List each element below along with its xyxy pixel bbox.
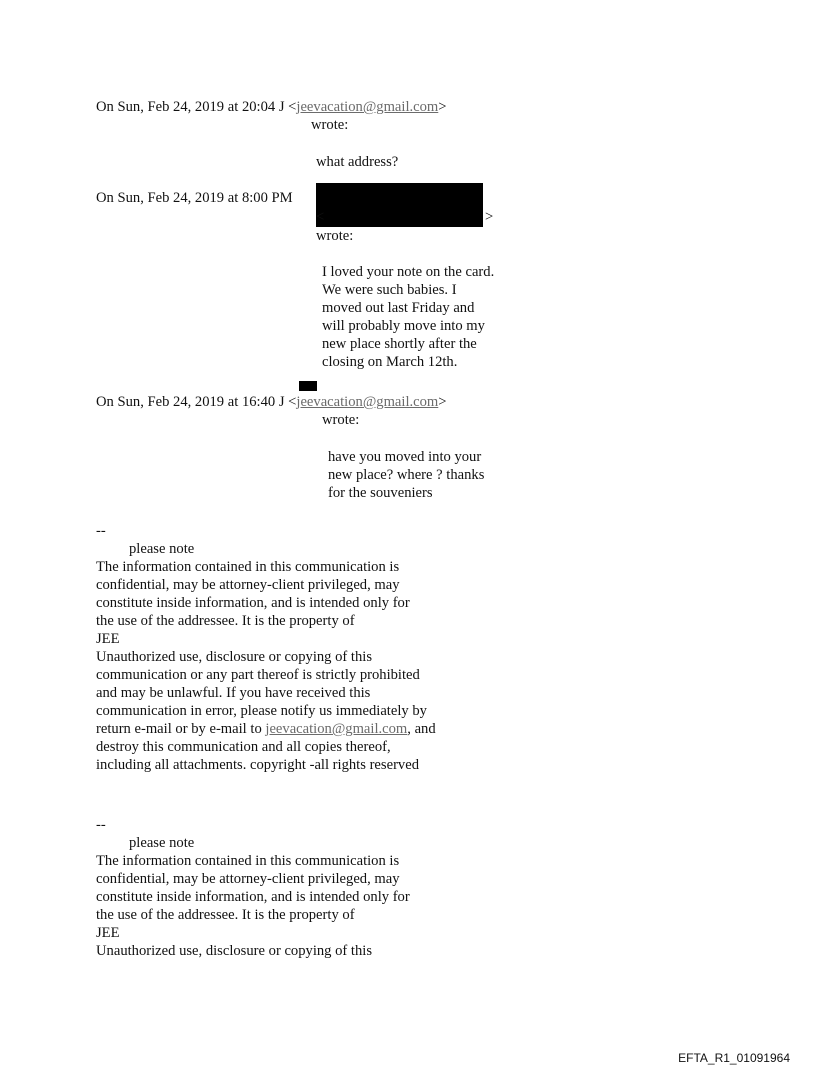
email-3-header bbox=[96, 393, 447, 411]
email-2-close-bracket: > bbox=[485, 209, 494, 225]
email-2-body bbox=[322, 263, 494, 371]
disclaimer-line: JEE bbox=[96, 631, 120, 647]
disclaimer-2-line: confidential, may be attorney-client privileged, may bbox=[96, 871, 400, 887]
disclaimer-line: including all attachments. copyright -all rights reserved bbox=[96, 757, 419, 773]
redaction-block-small bbox=[299, 381, 317, 391]
disclaimer-line: constitute inside information, and is intended only for bbox=[96, 595, 410, 611]
disclaimer-line: communication in error, please notify us immediately by bbox=[96, 703, 427, 719]
email-2-body-line: moved out last Friday and bbox=[322, 300, 475, 316]
signature-dashes: -- bbox=[96, 523, 106, 539]
disclaimer-2-line: The information contained in this communication is bbox=[96, 853, 400, 869]
email-3-wrote: wrote: bbox=[322, 412, 360, 428]
disclaimer-2-line: JEE bbox=[96, 925, 120, 941]
disclaimer-2-line: constitute inside information, and is intended only for bbox=[96, 889, 410, 905]
email-3-body-line: have you moved into your bbox=[328, 449, 482, 465]
disclaimer-line: the use of the addressee. It is the property of bbox=[96, 613, 355, 629]
disclaimer-email-prefix: return e-mail or by e-mail to bbox=[96, 721, 266, 737]
disclaimer-line: communication or any part thereof is strictly prohibited bbox=[96, 667, 420, 683]
disclaimer-email-suffix: , and bbox=[407, 721, 436, 737]
email-1-header-suffix: > bbox=[438, 99, 447, 115]
email-1-address-link[interactable]: jeevacation@gmail.com bbox=[296, 99, 439, 115]
email-2-open-bracket: < bbox=[316, 209, 325, 225]
email-3-header-prefix: On Sun, Feb 24, 2019 at 16:40 J < bbox=[96, 394, 297, 410]
email-1-wrote: wrote: bbox=[311, 117, 349, 133]
disclaimer-2-line: the use of the addressee. It is the property of bbox=[96, 907, 355, 923]
disclaimer-2-line: Unauthorized use, disclosure or copying of this bbox=[96, 943, 373, 959]
disclaimer-2-text bbox=[96, 852, 516, 960]
signature-dashes-2: -- bbox=[96, 817, 106, 833]
email-2-header: On Sun, Feb 24, 2019 at 8:00 PM bbox=[96, 190, 293, 206]
email-2-body-line: new place shortly after the bbox=[322, 336, 477, 352]
disclaimer-line: and may be unlawful. If you have received this bbox=[96, 685, 371, 701]
email-3-body-line: new place? where ? thanks bbox=[328, 467, 485, 483]
email-2-body-line: will probably move into my bbox=[322, 318, 485, 334]
email-2-body-line: I loved your note on the card. bbox=[322, 264, 495, 280]
disclaimer-note: please note bbox=[129, 541, 195, 557]
email-3-header-suffix: > bbox=[438, 394, 447, 410]
disclaimer-email-line bbox=[96, 720, 516, 738]
disclaimer-2-note: please note bbox=[129, 835, 195, 851]
email-3-body-line: for the souveniers bbox=[328, 485, 433, 501]
disclaimer-line: The information contained in this communication is bbox=[96, 559, 400, 575]
email-2-body-line: We were such babies. I bbox=[322, 282, 457, 298]
disclaimer-email-link[interactable]: jeevacation@gmail.com bbox=[265, 721, 408, 737]
email-2-wrote: wrote: bbox=[316, 228, 354, 244]
disclaimer-line: confidential, may be attorney-client privileged, may bbox=[96, 577, 400, 593]
document-id: EFTA_R1_01091964 bbox=[678, 1051, 790, 1065]
email-1-header-prefix: On Sun, Feb 24, 2019 at 20:04 J < bbox=[96, 99, 297, 115]
email-1-header bbox=[96, 98, 447, 116]
email-3-address-link[interactable]: jeevacation@gmail.com bbox=[296, 394, 439, 410]
email-1-body-line: what address? bbox=[316, 154, 399, 170]
redaction-block bbox=[316, 183, 483, 227]
disclaimer-line: Unauthorized use, disclosure or copying of this bbox=[96, 649, 373, 665]
email-2-body-line: closing on March 12th. bbox=[322, 354, 458, 370]
email-3-body bbox=[328, 448, 484, 502]
disclaimer-line: destroy this communication and all copies thereof, bbox=[96, 739, 391, 755]
disclaimer-text bbox=[96, 558, 516, 774]
